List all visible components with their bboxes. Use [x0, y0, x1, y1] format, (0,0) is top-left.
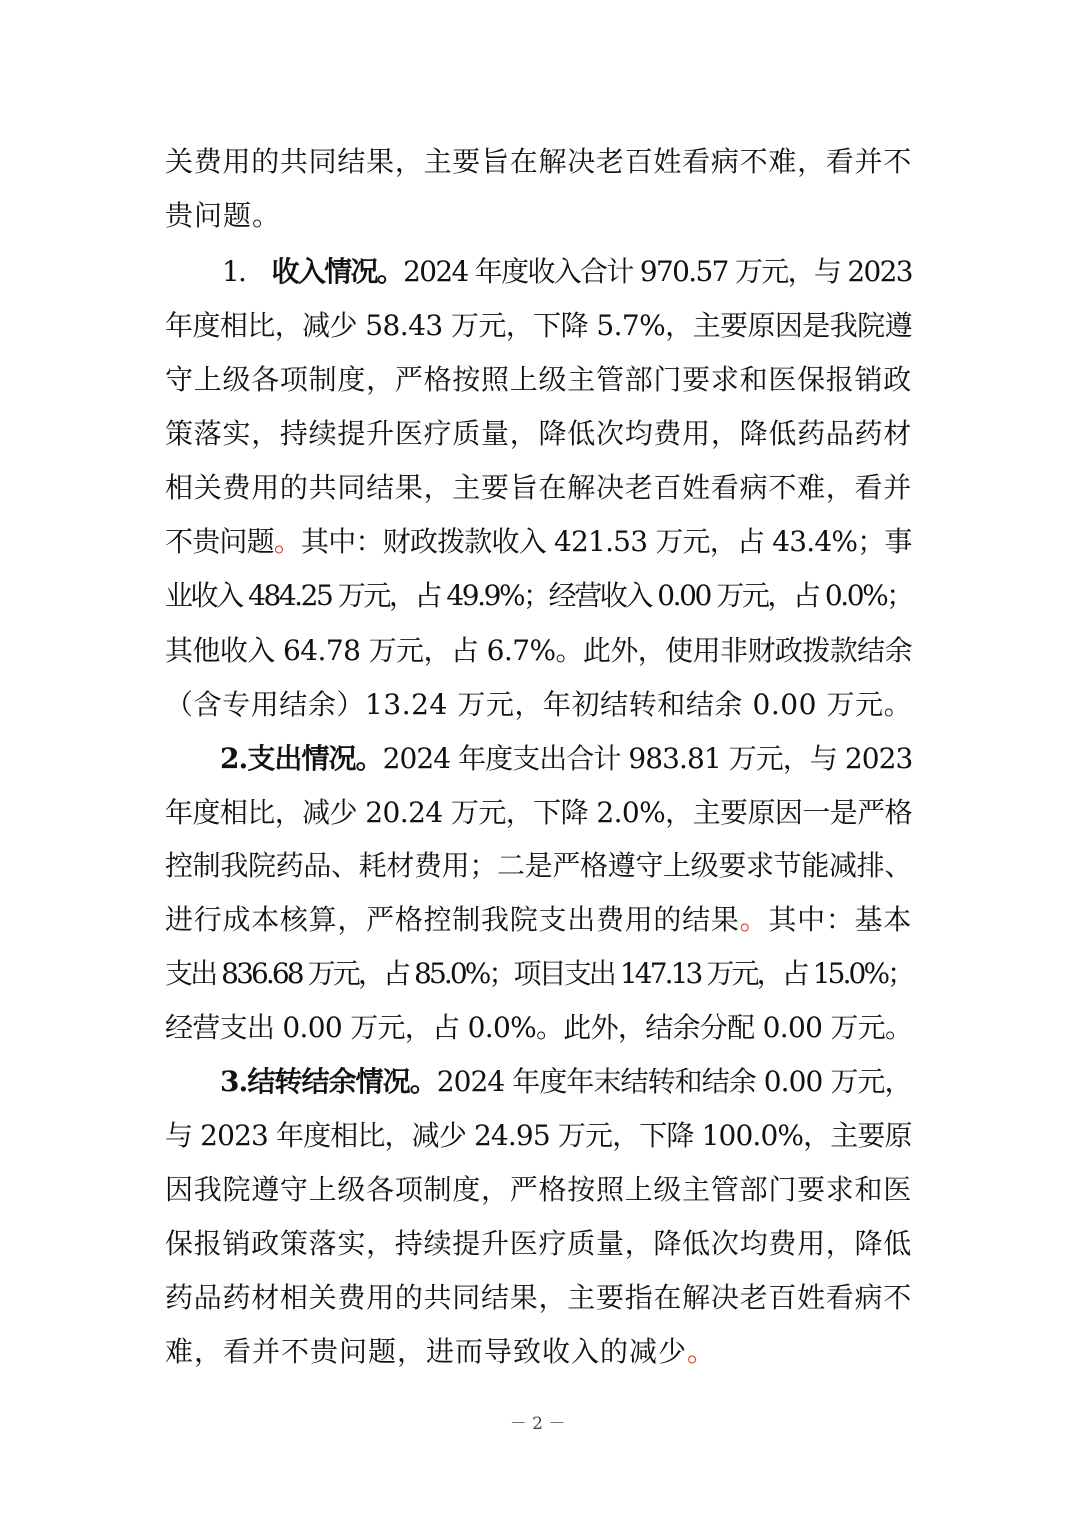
text-line	[165, 1008, 912, 1048]
text-line	[165, 685, 912, 725]
red-mark: 。	[739, 903, 769, 936]
text-run: 与 2023 年度相比，减少 24.95 万元，下降 100.0%，主要原	[165, 1119, 912, 1152]
text-line	[165, 954, 912, 994]
text-run: 年度相比，减少 20.24 万元，下降 2.0%，主要原因一是严格	[165, 796, 912, 829]
text-run: 支出 836.68 万元，占 85.0%；项目支出 147.13 万元，占 15.0%；	[165, 957, 913, 990]
text-line	[220, 739, 912, 779]
text-run: 难，看并不贵问题，进而导致收入的减少	[165, 1335, 688, 1368]
text-run: 守上级各项制度，严格按照上级主管部门要求和医保报销政	[165, 363, 913, 396]
text-run: 2024 年度年末结转和结余 0.00 万元，	[436, 1065, 912, 1098]
page-number: － 2 －	[509, 1414, 566, 1434]
text-line	[165, 468, 912, 508]
text-line	[165, 631, 912, 671]
red-mark: 。	[687, 1335, 717, 1368]
text-run: 1．	[222, 255, 272, 288]
text-run: 保报销政策落实，持续提升医疗质量，降低次均费用，降低	[165, 1227, 913, 1260]
text-line	[222, 252, 912, 292]
text-line	[165, 900, 912, 940]
text-line	[165, 1170, 912, 1210]
text-run: 其中：财政拨款收入 421.53 万元，占 43.4%；事	[301, 525, 912, 558]
text-run: 年度相比，减少 58.43 万元，下降 5.7%，主要原因是我院遵	[165, 309, 912, 342]
text-line	[165, 196, 281, 236]
text-run: 其他收入 64.78 万元，占 6.7%。此外，使用非财政拨款结余	[165, 634, 912, 667]
text-run: （含专用结余）13.24 万元，年初结转和结余 0.00 万元。	[165, 688, 913, 721]
text-run: 相关费用的共同结果，主要旨在解决老百姓看病不难，看并	[165, 471, 913, 504]
text-line	[165, 576, 912, 616]
text-line	[165, 1332, 716, 1372]
text-run: 业收入 484.25 万元，占 49.9%；经营收入 0.00 万元，占 0.0%；	[165, 579, 912, 612]
text-run: 因我院遵守上级各项制度，严格按照上级主管部门要求和医	[165, 1173, 913, 1206]
text-line	[165, 1278, 912, 1318]
text-run: 2024 年度支出合计 983.81 万元，与 2023	[382, 742, 913, 775]
text-line	[165, 846, 912, 886]
text-line	[165, 1116, 912, 1156]
section-heading: 收入情况。	[271, 255, 404, 288]
text-line	[165, 360, 912, 400]
text-run: 不贵问题	[165, 525, 274, 558]
text-run: 其中：基本	[768, 903, 913, 936]
text-run: 策落实，持续提升医疗质量，降低次均费用，降低药品药材	[165, 417, 913, 450]
text-run: 关费用的共同结果，主要旨在解决老百姓看病不难，看并不	[165, 145, 913, 178]
text-run: 药品药材相关费用的共同结果，主要指在解决老百姓看病不	[165, 1281, 913, 1314]
text-line	[165, 142, 912, 182]
text-line	[165, 522, 912, 562]
section-heading: 3.结转结余情况。	[220, 1065, 437, 1098]
text-line	[165, 414, 912, 454]
text-line	[165, 793, 912, 833]
text-run: 2024 年度收入合计 970.57 万元，与 2023	[403, 255, 912, 288]
text-run: 进行成本核算，严格控制我院支出费用的结果	[165, 903, 740, 936]
red-mark: 。	[273, 525, 302, 558]
text-run: 经营支出 0.00 万元，占 0.0%。此外，结余分配 0.00 万元。	[165, 1011, 913, 1044]
text-line	[220, 1062, 912, 1102]
text-run: 控制我院药品、耗材费用；二是严格遵守上级要求节能减排、	[165, 849, 913, 882]
section-heading: 2.支出情况。	[220, 742, 383, 775]
text-run: 贵问题。	[165, 199, 282, 232]
text-line	[165, 306, 912, 346]
text-line	[165, 1224, 912, 1264]
